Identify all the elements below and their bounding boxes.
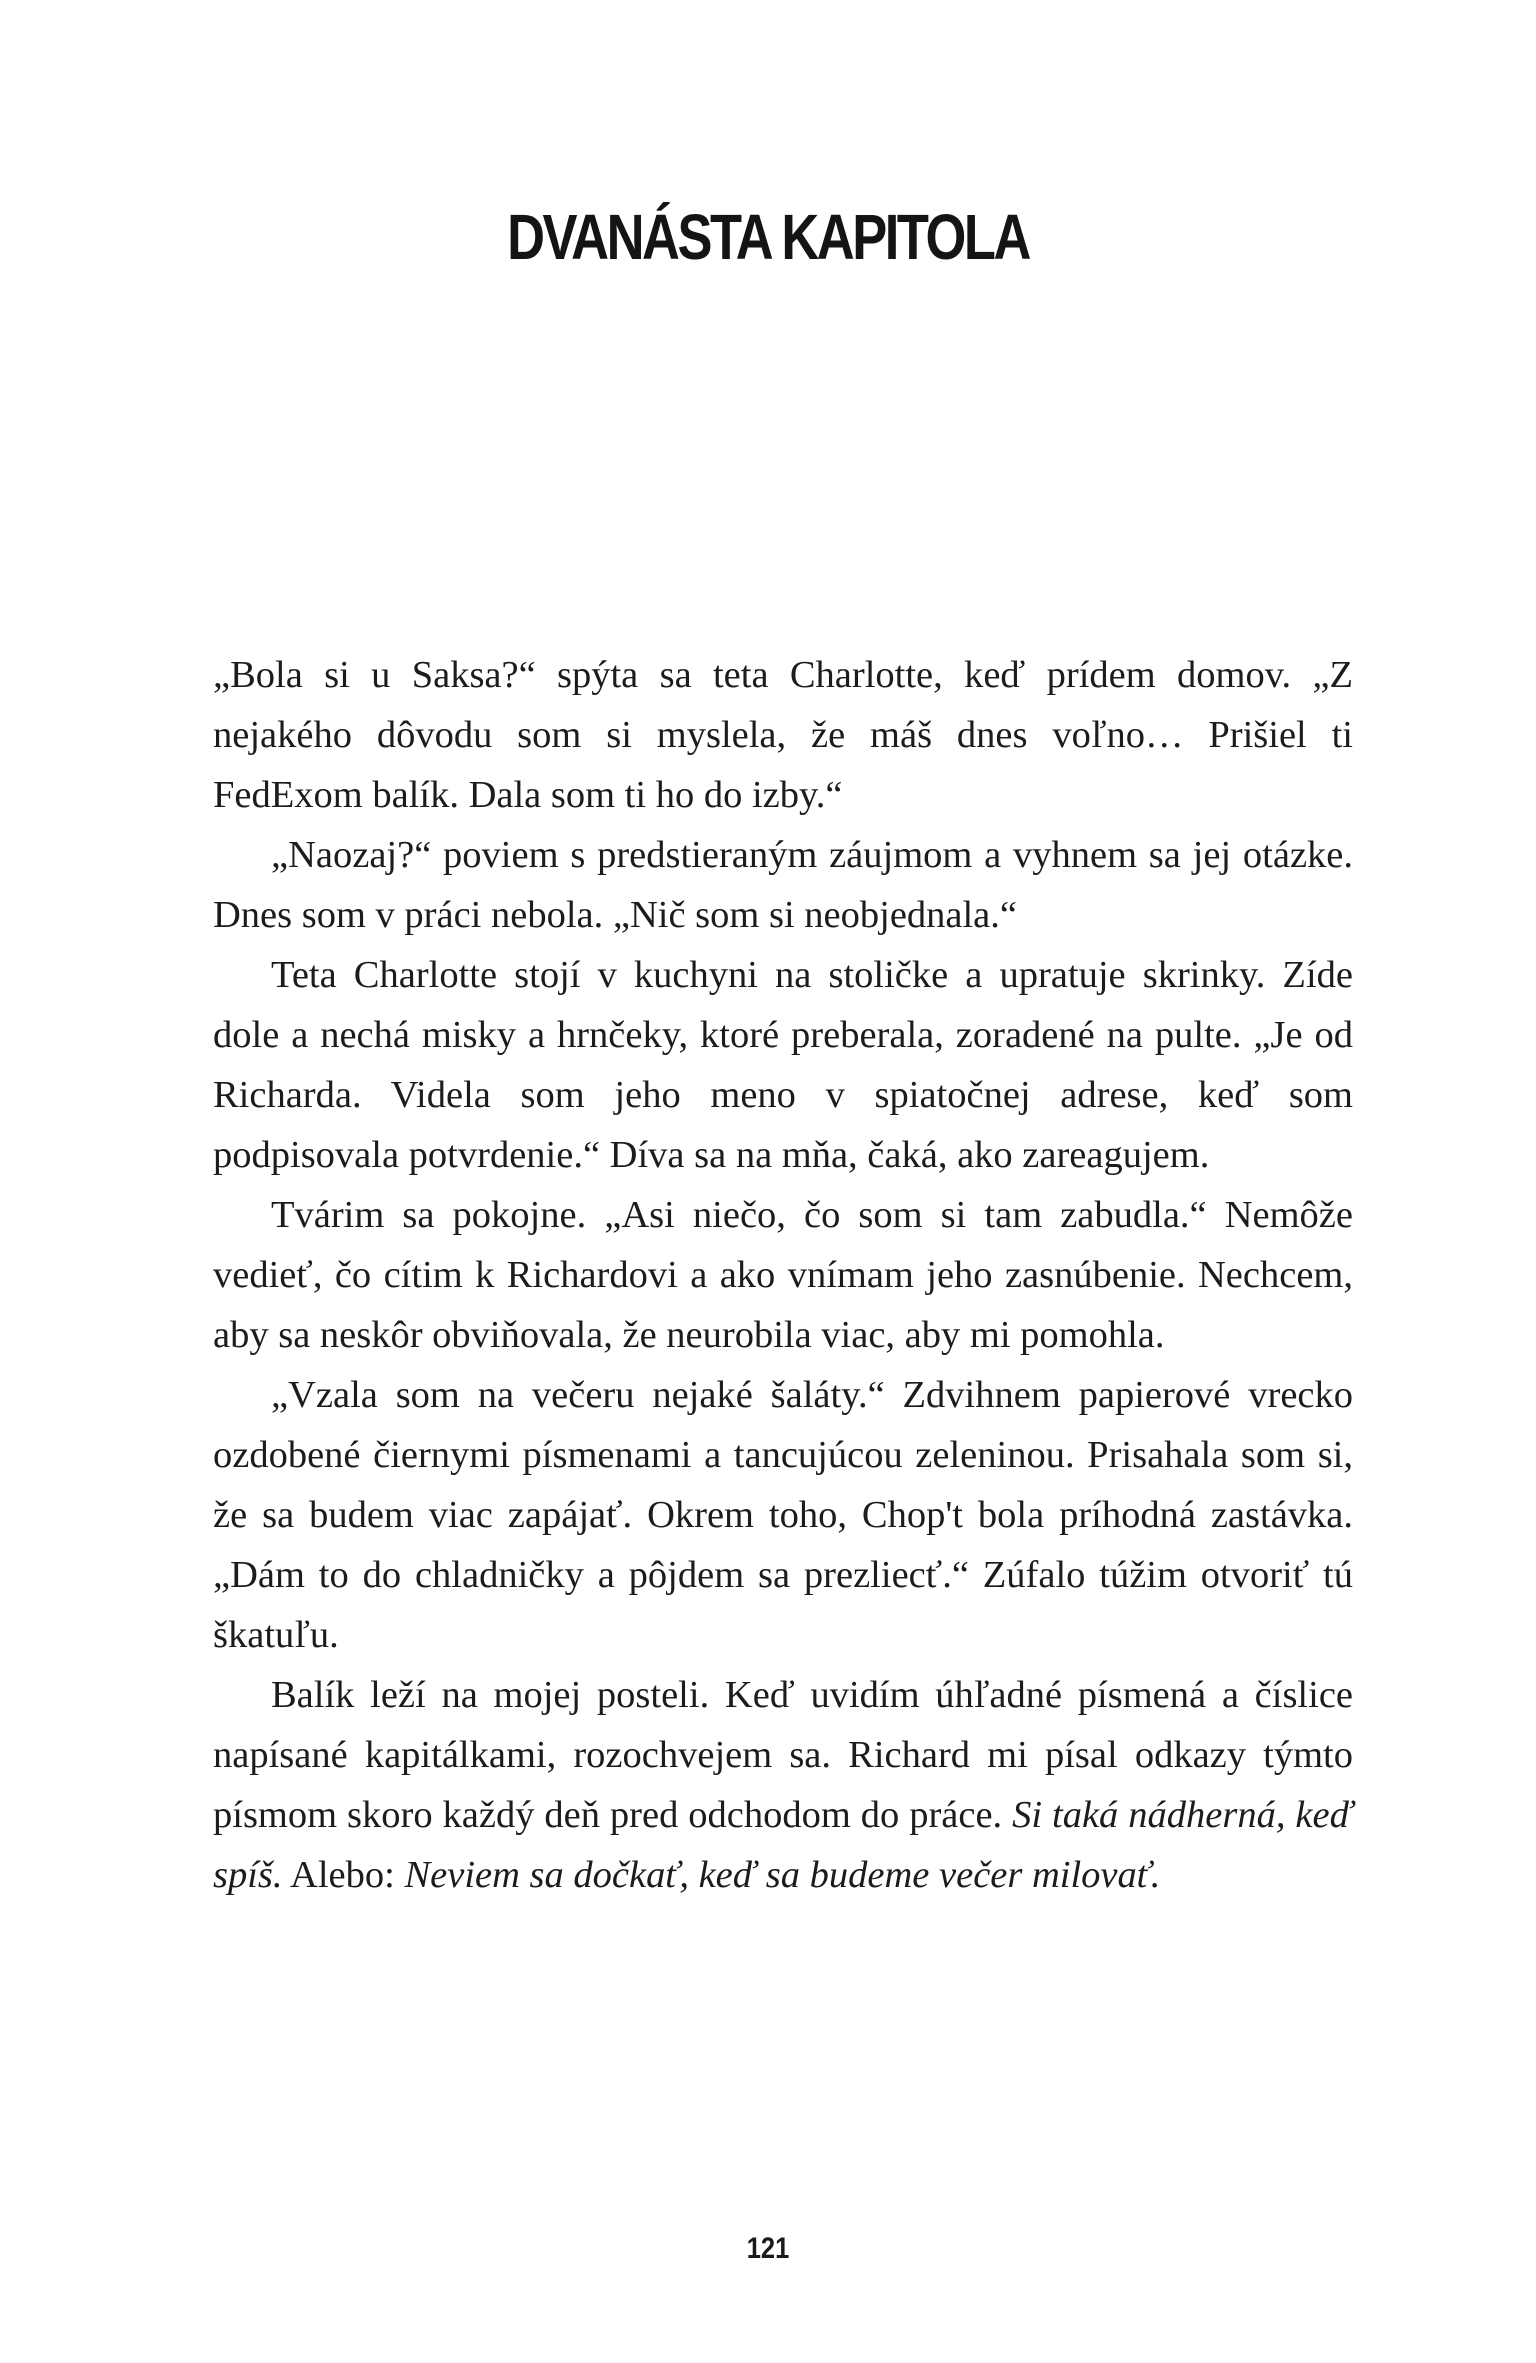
paragraph-6-italic-quote-2: Neviem sa dočkať, keď sa budeme večer milovať. bbox=[404, 1854, 1161, 1896]
paragraph-6-text-start: Balík leží na mojej posteli. Keď uvidím úhľadné písmená a číslice napísané kapitálkami, rozochvejem sa. Richard mi písal odkazy týmto písmom skoro každý deň pred odchodom do práce. bbox=[213, 1674, 1353, 1836]
body-text bbox=[213, 645, 1353, 1905]
chapter-title: DVANÁSTA KAPITOLA bbox=[507, 201, 1029, 273]
paragraph-5: „Vzala som na večeru nejaké šaláty.“ Zdvihnem papierové vrecko ozdobené čiernymi písmenami a tancujúcou zeleninou. Prisahala som si, že sa budem viac zapájať. Okrem toho, Chop't bola príhodná zastávka. „Dám to do chladničky a pôjdem sa prezliecť.“ Zúfalo túžim otvoriť tú škatuľu. bbox=[213, 1374, 1353, 1656]
paragraph-6 bbox=[213, 1665, 1353, 1905]
paragraph-6-italic-quote-1: Si taká nádherná, keď spíš. bbox=[213, 1794, 1353, 1896]
page-number: 121 bbox=[746, 2232, 790, 2265]
paragraph-1: „Bola si u Saksa?“ spýta sa teta Charlotte, keď prídem domov. „Z nejakého dôvodu som si myslela, že máš dnes voľno… Prišiel ti FedExom balík. Dala som ti ho do izby.“ bbox=[213, 654, 1353, 816]
paragraph-3: Teta Charlotte stojí v kuchyni na stoličke a upratuje skrinky. Zíde dole a nechá misky a hrnčeky, ktoré preberala, zoradené na pulte. „Je od Richarda. Videla som jeho meno v spiatočnej adrese, keď som podpisovala potvrdenie.“ Díva sa na mňa, čaká, ako zareagujem. bbox=[213, 954, 1353, 1176]
paragraph-2: „Naozaj?“ poviem s predstieraným záujmom a vyhnem sa jej otázke. Dnes som v práci nebola. „Nič som si neobjednala.“ bbox=[213, 834, 1353, 936]
paragraph-6-text-middle: Alebo: bbox=[282, 1854, 405, 1896]
paragraph-4: Tvárim sa pokojne. „Asi niečo, čo som si tam zabudla.“ Nemôže vedieť, čo cítim k Richardovi a ako vnímam jeho zasnúbenie. Nechcem, aby sa neskôr obviňovala, že neurobila viac, aby mi pomohla. bbox=[213, 1194, 1353, 1356]
